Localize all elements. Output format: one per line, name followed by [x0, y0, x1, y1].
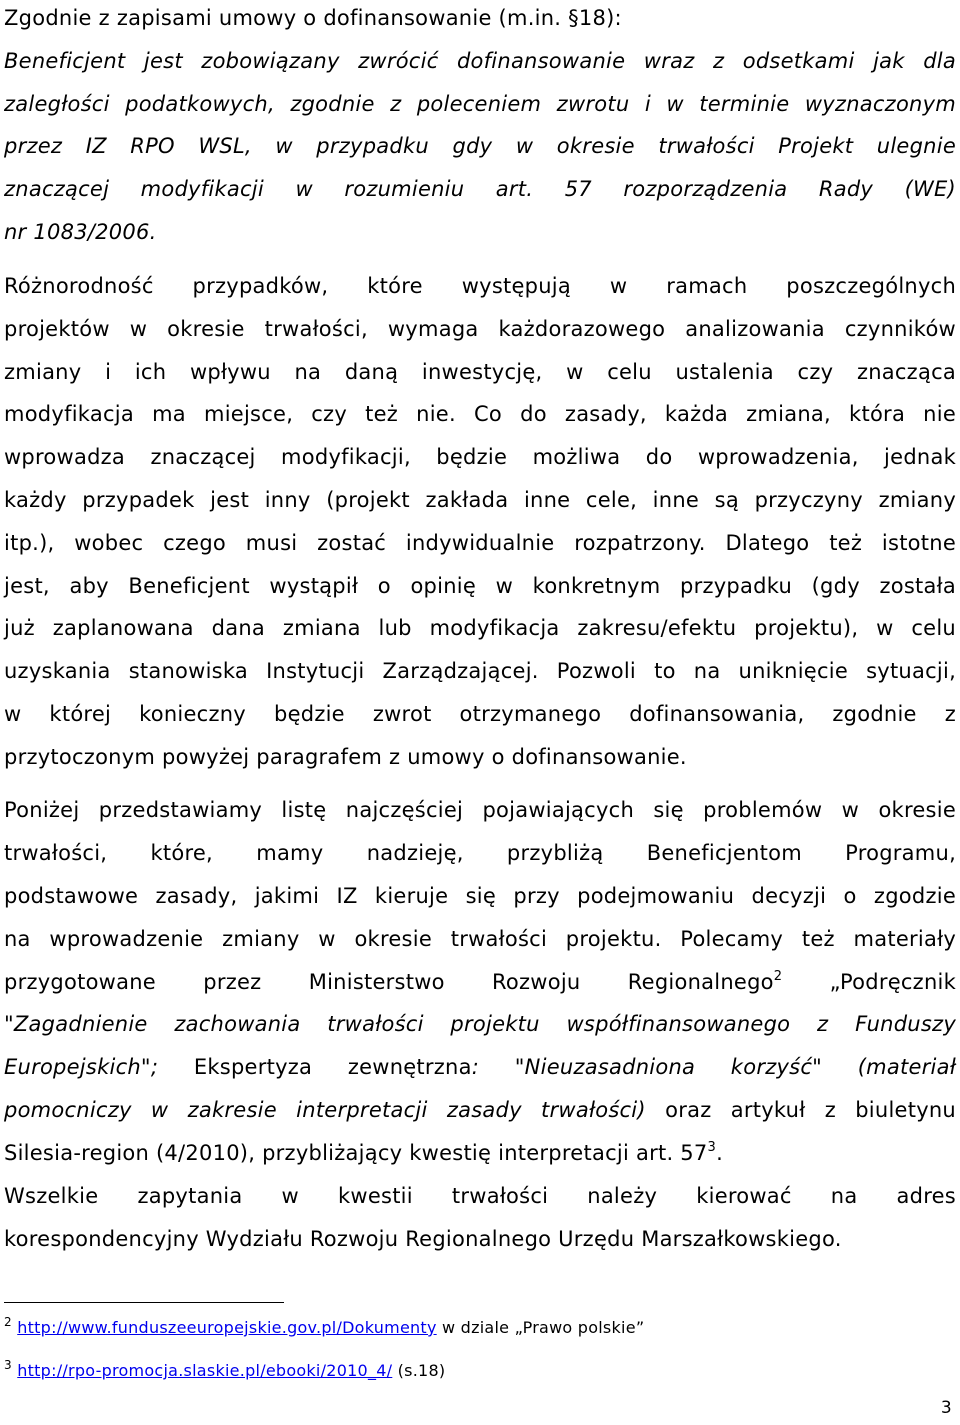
footnote-2-text: w dziale „Prawo polskie” [436, 1318, 645, 1337]
paragraph-3-line-7 [4, 1054, 956, 1080]
paragraph-3-line-1: Poniżej przedstawiamy listę najczęściej pojawiających się problemów w okresie [4, 798, 956, 822]
paragraph-3-line-9 [4, 1140, 956, 1166]
footnote-2-link[interactable]: http://www.funduszeeuropejskie.gov.pl/Dokumenty [17, 1318, 437, 1337]
footnote-2-number: 2 [4, 1315, 12, 1329]
footnote-separator [4, 1302, 284, 1303]
paragraph-2-line-1: Różnorodność przypadków, które występują w ramach poszczególnych [4, 274, 956, 298]
paragraph-2-line-10: uzyskania stanowiska Instytucji Zarządzającej. Pozwoli to na uniknięcie sytuacji, [4, 659, 956, 683]
p3-line-8-normal: oraz artykuł z biuletynu [645, 1098, 956, 1122]
footnote-ref-3: 3 [707, 1140, 717, 1155]
footnote-3-number: 3 [4, 1358, 12, 1372]
paragraph-2-line-9: już zaplanowana dana zmiana lub modyfikacja zakresu/efektu projektu), w celu [4, 616, 956, 640]
paragraph-1-line-5: znaczącej modyfikacji w rozumieniu art. 57 rozporządzenia Rady (WE) [4, 177, 956, 201]
paragraph-1-line-6: nr 1083/2006. [4, 220, 157, 244]
paragraph-1-line-3: zaległości podatkowych, zgodnie z poleceniem zwrotu i w terminie wyznaczonym [4, 92, 956, 116]
paragraph-3-line-4: na wprowadzenie zmiany w okresie trwałości projektu. Polecamy też materiały [4, 927, 956, 951]
footnote-3-link[interactable]: http://rpo-promocja.slaskie.pl/ebooki/2010_4/ [17, 1361, 393, 1380]
paragraph-3-line-5 [4, 969, 956, 995]
paragraph-3-line-6: "Zagadnienie zachowania trwałości projektu współfinansowanego z Funduszy [4, 1012, 956, 1036]
paragraph-4-line-1: Wszelkie zapytania w kwestii trwałości należy kierować na adres [4, 1184, 956, 1208]
p3-line-5-text: przygotowane przez Ministerstwo Rozwoju Regionalnego [4, 970, 774, 994]
p3-line-9-text: Silesia-region (4/2010), przybliżający kwestię interpretacji art. 57 [4, 1141, 708, 1165]
paragraph-2-line-8: jest, aby Beneficjent wystąpił o opinię w konkretnym przypadku (gdy została [4, 574, 956, 598]
document-page [4, 0, 956, 1425]
page-number: 3 [940, 1398, 952, 1418]
footnote-2 [4, 1315, 904, 1338]
paragraph-2-line-4: modyfikacja ma miejsce, czy też nie. Co do zasady, każda zmiana, która nie [4, 402, 956, 426]
footnote-ref-2: 2 [773, 969, 783, 984]
paragraph-2-line-5: wprowadza znaczącej modyfikacji, będzie możliwa do wprowadzenia, jednak [4, 445, 956, 469]
p3-line-7-italic: Europejskich"; [4, 1055, 159, 1079]
paragraph-3-line-8 [4, 1097, 956, 1123]
paragraph-1-line-2: Beneficjent jest zobowiązany zwrócić dofinansowanie wraz z odsetkami jak dla [4, 49, 956, 73]
paragraph-3-line-3: podstawowe zasady, jakimi IZ kieruje się przy podejmowaniu decyzji o zgodzie [4, 884, 956, 908]
paragraph-2-line-7: itp.), wobec czego musi zostać indywidualnie rozpatrzony. Dlatego też istotne [4, 531, 956, 555]
paragraph-2-line-3: zmiany i ich wpływu na daną inwestycję, w celu ustalenia czy znacząca [4, 360, 956, 384]
paragraph-3-line-2: trwałości, które, mamy nadzieję, przybliżą Beneficjentom Programu, [4, 841, 956, 865]
p3-line-9-after: . [716, 1141, 723, 1165]
paragraph-2-line-6: każdy przypadek jest inny (projekt zakłada inne cele, inne są przyczyny zmiany [4, 488, 956, 512]
paragraph-2-line-12: przytoczonym powyżej paragrafem z umowy o dofinansowanie. [4, 745, 687, 769]
p3-line-7-normal: Ekspertyza zewnętrzna [158, 1055, 472, 1079]
p3-line-5-after: „Podręcznik [782, 970, 956, 994]
p3-line-8-italic: pomocniczy w zakresie interpretacji zasady trwałości) [4, 1098, 646, 1122]
paragraph-1-line-1: Zgodnie z zapisami umowy o dofinansowanie (m.in. §18): [4, 6, 622, 30]
paragraph-2-line-11: w której konieczny będzie zwrot otrzymanego dofinansowania, zgodnie z [4, 702, 956, 726]
footnote-3 [4, 1358, 904, 1381]
paragraph-4-line-2: korespondencyjny Wydziału Rozwoju Regionalnego Urzędu Marszałkowskiego. [4, 1227, 842, 1251]
p3-line-7-italic-2: : "Nieuzasadniona korzyść" (materiał [471, 1055, 957, 1079]
paragraph-1-line-4: przez IZ RPO WSL, w przypadku gdy w okresie trwałości Projekt ulegnie [4, 134, 956, 158]
paragraph-2-line-2: projektów w okresie trwałości, wymaga każdorazowego analizowania czynników [4, 317, 956, 341]
footnote-3-text: (s.18) [392, 1361, 446, 1380]
